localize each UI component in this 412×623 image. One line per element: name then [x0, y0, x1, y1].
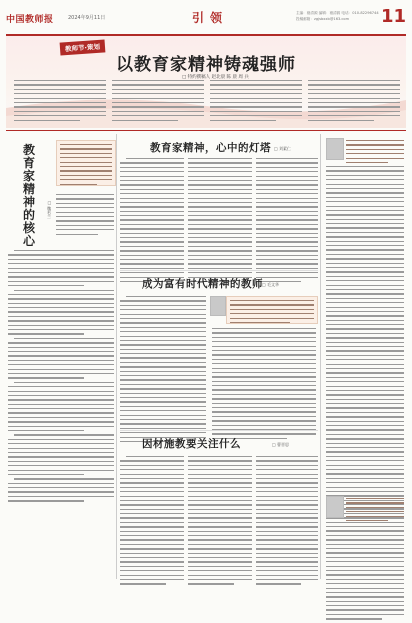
- intro-column: [14, 80, 106, 126]
- intro-column: [112, 80, 204, 126]
- article-title: 因材施教要关注什么: [142, 438, 241, 450]
- author-bio-box: [56, 140, 116, 186]
- article-body: [120, 456, 184, 588]
- section-title: 引领: [192, 11, 229, 25]
- article-body: [326, 526, 404, 587]
- article-body: [8, 250, 114, 505]
- article-author: □ 曹晋思: [272, 442, 290, 447]
- article-title: 教育家精神的核心: [22, 143, 35, 248]
- column-divider: [116, 134, 117, 579]
- feature-tag: 教师节·策划: [60, 39, 106, 55]
- article-body: [120, 158, 184, 285]
- feature-headline: 以教育家精神铸魂强师: [116, 55, 296, 75]
- author-photo: [326, 138, 344, 160]
- article-body: [56, 194, 114, 238]
- divider: [120, 270, 318, 271]
- divider: [6, 130, 406, 131]
- article-body: [256, 158, 318, 285]
- author-bio-box: [226, 296, 318, 324]
- author-bio-text: [60, 144, 112, 188]
- feature-byline: □ 特约撰稿人 赵北晨 陈 晨 周 兵: [182, 75, 249, 80]
- article-body: [188, 158, 252, 285]
- intro-column: [308, 80, 400, 126]
- article-title: 教育家精神，心中的灯塔: [150, 142, 271, 154]
- article-body: [120, 296, 206, 445]
- feature-banner: [6, 36, 406, 128]
- author-bio-text: [346, 498, 404, 524]
- page-header: [6, 6, 406, 36]
- author-bio-text: [346, 140, 404, 166]
- article-author: □ 魏若兰: [47, 200, 52, 219]
- article-author: □ 刘素仁: [274, 146, 292, 151]
- issue-date: 2024年9月11日: [68, 15, 106, 21]
- article-body: [256, 456, 318, 588]
- editor-info: [296, 10, 381, 22]
- author-photo: [210, 296, 226, 316]
- intro-column: [210, 80, 302, 126]
- article-body: [188, 456, 252, 588]
- email-line: 投稿邮箱：zgjsbxxb@163.com: [296, 17, 350, 21]
- author-photo: [326, 496, 344, 518]
- page-number: 11: [380, 6, 406, 27]
- divider: [120, 430, 318, 431]
- article-title: 成为富有时代精神的教师: [142, 278, 263, 290]
- article-author: □ 毛文华: [262, 282, 280, 287]
- editor-line: 主编：褚清源 编辑：褚清源 电话：010-82296744: [296, 11, 379, 15]
- author-bio-text: [230, 300, 314, 326]
- column-divider: [320, 134, 321, 579]
- masthead: 中国教师报: [6, 15, 54, 25]
- article-body: [212, 328, 316, 442]
